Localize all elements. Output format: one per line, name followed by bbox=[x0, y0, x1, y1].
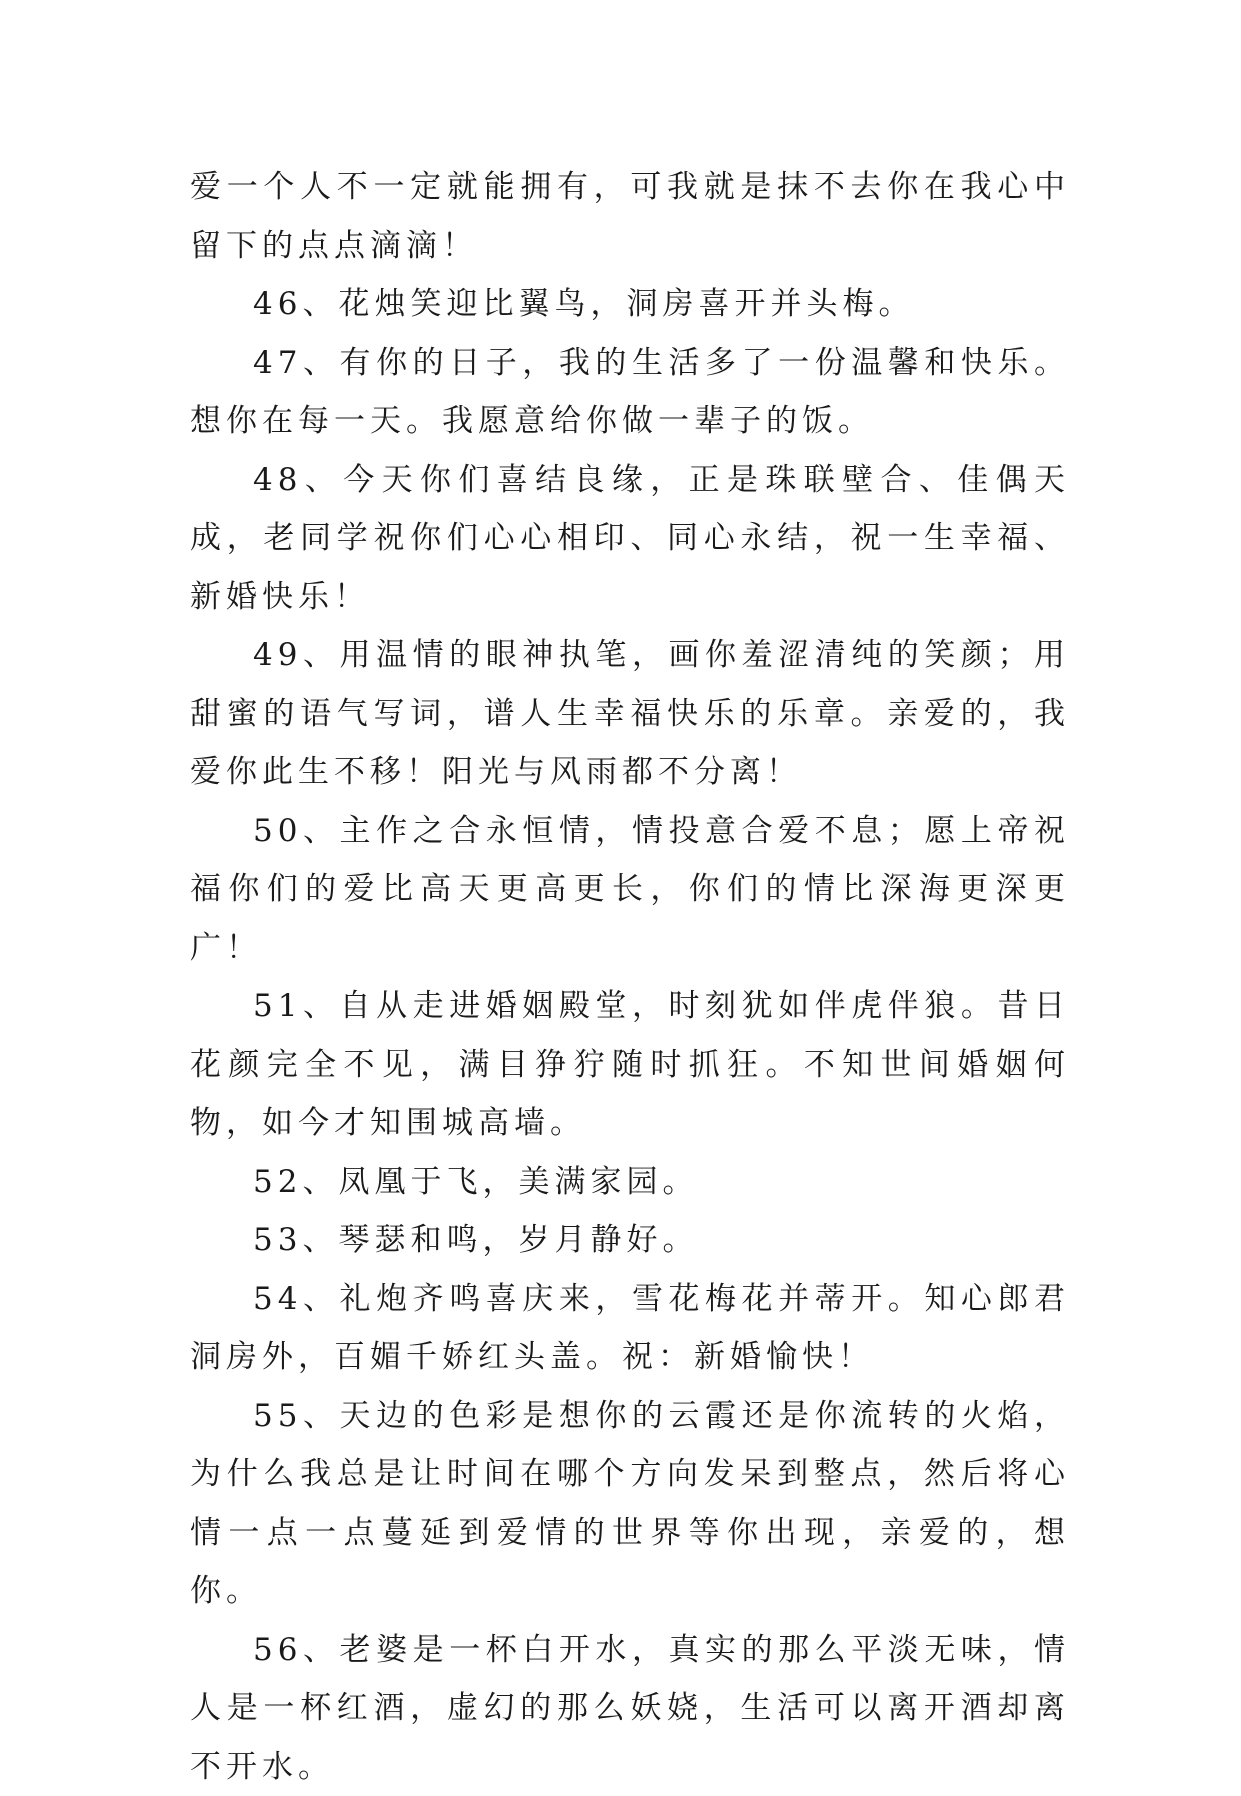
paragraph-54: 54、礼炮齐鸣喜庆来，雪花梅花并蒂开。知心郎君洞房外，百媚千娇红头盖。祝：新婚愉快！ bbox=[190, 1270, 1070, 1387]
paragraph-46: 46、花烛笑迎比翼鸟，洞房喜开并头梅。 bbox=[190, 275, 1070, 334]
paragraph-53: 53、琴瑟和鸣，岁月静好。 bbox=[190, 1211, 1070, 1270]
paragraph-51: 51、自从走进婚姻殿堂，时刻犹如伴虎伴狼。昔日花颜完全不见，满目狰狞随时抓狂。不知世间婚姻何物，如今才知围城高墙。 bbox=[190, 977, 1070, 1153]
paragraph-continuation: 爱一个人不一定就能拥有，可我就是抹不去你在我心中留下的点点滴滴！ bbox=[190, 158, 1070, 275]
paragraph-56: 56、老婆是一杯白开水，真实的那么平淡无味，情人是一杯红酒，虚幻的那么妖娆，生活可以离开酒却离不开水。 bbox=[190, 1621, 1070, 1796]
paragraph-48: 48、今天你们喜结良缘，正是珠联壁合、佳偶天成，老同学祝你们心心相印、同心永结，祝一生幸福、新婚快乐！ bbox=[190, 451, 1070, 627]
document-body bbox=[190, 158, 1070, 1796]
paragraph-50: 50、主作之合永恒情，情投意合爱不息；愿上帝祝福你们的爱比高天更高更长，你们的情比深海更深更广！ bbox=[190, 802, 1070, 978]
paragraph-49: 49、用温情的眼神执笔，画你羞涩清纯的笑颜；用甜蜜的语气写词，谱人生幸福快乐的乐章。亲爱的，我爱你此生不移！阳光与风雨都不分离！ bbox=[190, 626, 1070, 802]
paragraph-52: 52、凤凰于飞，美满家园。 bbox=[190, 1153, 1070, 1212]
paragraph-55: 55、天边的色彩是想你的云霞还是你流转的火焰，为什么我总是让时间在哪个方向发呆到整点，然后将心情一点一点蔓延到爱情的世界等你出现，亲爱的，想你。 bbox=[190, 1387, 1070, 1621]
paragraph-47: 47、有你的日子，我的生活多了一份温馨和快乐。想你在每一天。我愿意给你做一辈子的饭。 bbox=[190, 334, 1070, 451]
